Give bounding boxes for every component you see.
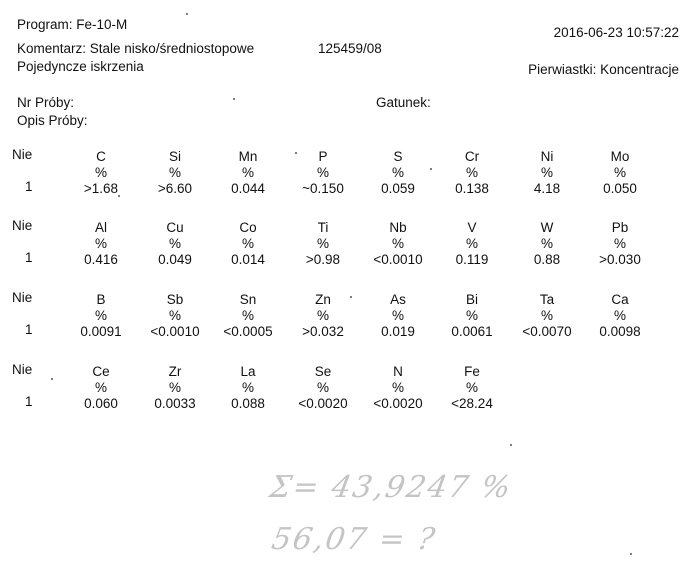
row-index: 1 [25,179,33,194]
unit-label: % [613,308,626,323]
row-label: Nie [12,218,33,233]
element-symbol: Ni [540,149,554,164]
unit-label: % [391,380,404,395]
speck [295,152,297,154]
unit-label: % [465,165,478,180]
element-symbol: B [96,292,106,307]
concentration-value: 0.138 [455,181,489,196]
unit-label: % [94,308,107,323]
element-column [368,364,428,412]
element-symbol: Sn [239,292,257,307]
unit-label: % [391,165,404,180]
unit-label: % [540,236,553,251]
element-block [0,218,700,278]
unit-label: % [465,236,478,251]
speck [186,13,188,15]
concentration-value: >1.68 [83,181,119,196]
elements-mode: Pierwiastki: Koncentracje [528,62,679,77]
element-symbol: Sb [166,292,184,307]
unit-label: % [316,236,329,251]
concentration-value: <0.0020 [373,396,423,411]
speck [233,98,235,100]
element-column [71,220,131,268]
element-symbol: Cr [464,149,480,164]
element-symbol: Ti [317,220,329,235]
concentration-value: 0.0098 [599,324,641,339]
speck [51,378,53,380]
element-column [293,220,353,268]
unit-label: % [168,380,181,395]
speck [350,296,352,298]
concentration-value: >0.032 [302,324,344,339]
element-symbol: La [240,364,256,379]
element-column [368,149,428,197]
element-symbol: Zr [168,364,182,379]
unit-label: % [391,236,404,251]
element-symbol: Co [239,220,257,235]
element-symbol: Pb [611,220,629,235]
unit-label: % [94,165,107,180]
concentration-value: 0.0091 [80,324,122,339]
element-column [218,149,278,197]
element-column [71,292,131,340]
element-symbol: Ca [611,292,629,307]
element-symbol: As [390,292,406,307]
element-symbol: Mo [610,149,630,164]
element-column [218,220,278,268]
concentration-value: ~0.150 [302,181,344,196]
element-column [517,149,577,197]
sample-code: 125459/08 [318,41,382,56]
element-column [293,364,353,412]
element-column [218,292,278,340]
element-column [145,220,205,268]
unit-label: % [540,308,553,323]
unit-label: % [241,165,254,180]
unit-label: % [316,165,329,180]
unit-label: % [168,308,181,323]
element-symbol: Zn [315,292,331,307]
row-label: Nie [12,147,33,162]
element-symbol: Mn [238,149,258,164]
program-label: Program: Fe-10-M [17,17,128,32]
element-column [442,149,502,197]
element-column [442,364,502,412]
element-column [145,149,205,197]
concentration-value: 0.119 [455,252,489,267]
unit-label: % [613,165,626,180]
concentration-value: 0.088 [231,396,265,411]
row-index: 1 [25,394,33,409]
unit-label: % [241,308,254,323]
unit-label: % [316,380,329,395]
handwritten-remainder: 56,07 = ? [268,522,440,557]
concentration-value: >0.030 [599,252,641,267]
concentration-value: >6.60 [157,181,193,196]
element-symbol: Ce [92,364,110,379]
speck [630,553,632,555]
concentration-value: <0.0010 [150,324,200,339]
element-column [442,220,502,268]
element-column [517,220,577,268]
element-symbol: Fe [464,364,480,379]
concentration-value: >0.98 [305,252,341,267]
speck [118,195,120,197]
element-column [293,292,353,340]
row-index: 1 [25,322,33,337]
element-symbol: Ta [539,292,555,307]
element-column [71,364,131,412]
handwritten-sum: Σ= 43,9247 % [266,470,516,505]
element-column [218,364,278,412]
unit-label: % [316,308,329,323]
element-symbol: Cu [166,220,184,235]
unit-label: % [465,380,478,395]
concentration-value: 0.044 [231,181,265,196]
comment-label: Komentarz: Stale nisko/średniostopowe [17,41,255,56]
concentration-value: 0.059 [381,181,415,196]
element-column [442,292,502,340]
unit-label: % [168,236,181,251]
concentration-value: 0.014 [231,252,265,267]
element-column [145,292,205,340]
concentration-value: 0.060 [84,396,118,411]
unit-label: % [391,308,404,323]
unit-label: % [94,380,107,395]
concentration-value: <0.0020 [298,396,348,411]
element-column [71,149,131,197]
element-column [368,292,428,340]
unit-label: % [168,165,181,180]
element-symbol: P [318,149,328,164]
timestamp: 2016-06-23 10:57:22 [553,25,679,40]
sample-description-label: Opis Próby: [17,113,88,128]
unit-label: % [94,236,107,251]
concentration-value: 0.019 [381,324,415,339]
element-column [590,220,650,268]
concentration-value: <0.0005 [223,324,273,339]
element-block [0,290,700,350]
sample-number-label: Nr Próby: [17,95,75,110]
row-label: Nie [12,290,33,305]
concentration-value: <0.0070 [522,324,572,339]
element-symbol: Nb [389,220,407,235]
concentration-value: <28.24 [451,396,493,411]
element-symbol: Bi [465,292,478,307]
row-label: Nie [12,362,33,377]
concentration-value: 4.18 [533,181,561,196]
element-symbol: Al [94,220,107,235]
speck [510,444,512,446]
element-column [293,149,353,197]
element-symbol: C [96,149,106,164]
unit-label: % [613,236,626,251]
element-symbol: S [393,149,403,164]
unit-label: % [241,236,254,251]
element-symbol: N [393,364,403,379]
unit-label: % [540,165,553,180]
row-index: 1 [25,250,33,265]
element-symbol: W [540,220,554,235]
concentration-value: <0.0010 [373,252,423,267]
element-column [368,220,428,268]
speck [430,168,432,170]
concentration-value: 0.050 [603,181,637,196]
concentration-value: 0.88 [533,252,561,267]
element-column [590,292,650,340]
grade-label: Gatunek: [376,95,431,110]
element-symbol: Se [314,364,332,379]
concentration-value: 0.0033 [154,396,196,411]
concentration-value: 0.0061 [451,324,493,339]
element-column [145,364,205,412]
element-symbol: V [467,220,477,235]
measurement-mode: Pojedyncze iskrzenia [17,59,144,74]
element-column [517,292,577,340]
element-column [590,149,650,197]
unit-label: % [465,308,478,323]
element-symbol: Si [168,149,181,164]
unit-label: % [241,380,254,395]
concentration-value: 0.049 [158,252,192,267]
element-block [0,362,700,422]
concentration-value: 0.416 [84,252,118,267]
element-block [0,147,700,207]
